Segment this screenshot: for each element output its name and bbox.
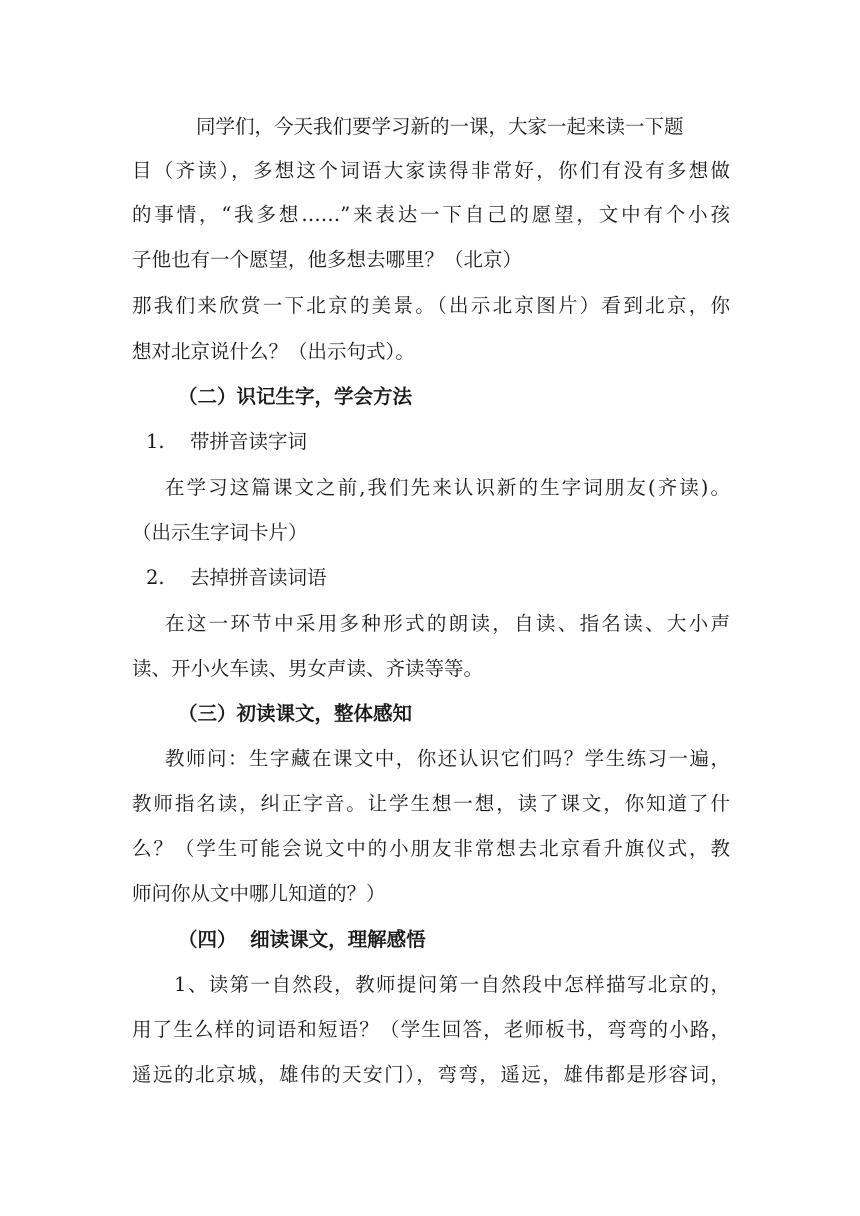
paragraph-line: 子他也有一个愿望，他多想去哪里？（北京） <box>132 248 523 271</box>
paragraph-line: 1、读第一自然段，教师提问第一自然段中怎样描写北京的， <box>174 973 730 996</box>
paragraph-line: 那我们来欣赏一下北京的美景。（出示北京图片）看到北京，你 <box>132 294 730 317</box>
section-heading: （三）初读课文，整体感知 <box>178 702 413 725</box>
paragraph-line: 在学习这篇课文之前,我们先来认识新的生字词朋友(齐读)。 <box>165 476 730 499</box>
paragraph-line: 遥远的北京城，雄伟的天安门），弯弯，遥远，雄伟都是形容词， <box>132 1063 730 1086</box>
list-item-number: 1. <box>146 430 165 453</box>
paragraph-line: 么？（学生可能会说文中的小朋友非常想去北京看升旗仪式，教 <box>132 837 730 860</box>
paragraph-line: 想对北京说什么？（出示句式）。 <box>132 340 415 363</box>
paragraph-line: 在这一环节中采用多种形式的朗读，自读、指名读、大小声 <box>165 612 730 635</box>
paragraph-line: 的事情，“我多想……”来表达一下自己的愿望，文中有个小孩 <box>132 203 730 226</box>
list-item-number: 2. <box>146 566 165 589</box>
section-heading: （四） 细读课文，理解感悟 <box>178 928 426 951</box>
paragraph-line: 教师指名读，纠正字音。让学生想一想，读了课文，你知道了什 <box>132 792 730 815</box>
paragraph-line: 师问你从文中哪儿知道的？） <box>132 882 386 905</box>
paragraph-line: （出示生字词卡片） <box>132 521 308 544</box>
paragraph-line: 目（齐读），多想这个词语大家读得非常好，你们有没有多想做 <box>132 159 730 182</box>
section-heading: （二）识记生字，学会方法 <box>178 385 413 408</box>
list-item-text: 去掉拼音读词语 <box>190 566 327 589</box>
paragraph-line: 教师问：生字藏在课文中，你还认识它们吗？学生练习一遍， <box>165 747 730 770</box>
paragraph-line: 读、开小火车读、男女声读、齐读等等。 <box>132 657 484 680</box>
list-item-text: 带拼音读字词 <box>190 430 308 453</box>
paragraph-line: 用了生么样的词语和短语？（学生回答，老师板书，弯弯的小路， <box>132 1018 730 1041</box>
paragraph-line: 同学们，今天我们要学习新的一课，大家一起来读一下题 <box>196 115 684 138</box>
